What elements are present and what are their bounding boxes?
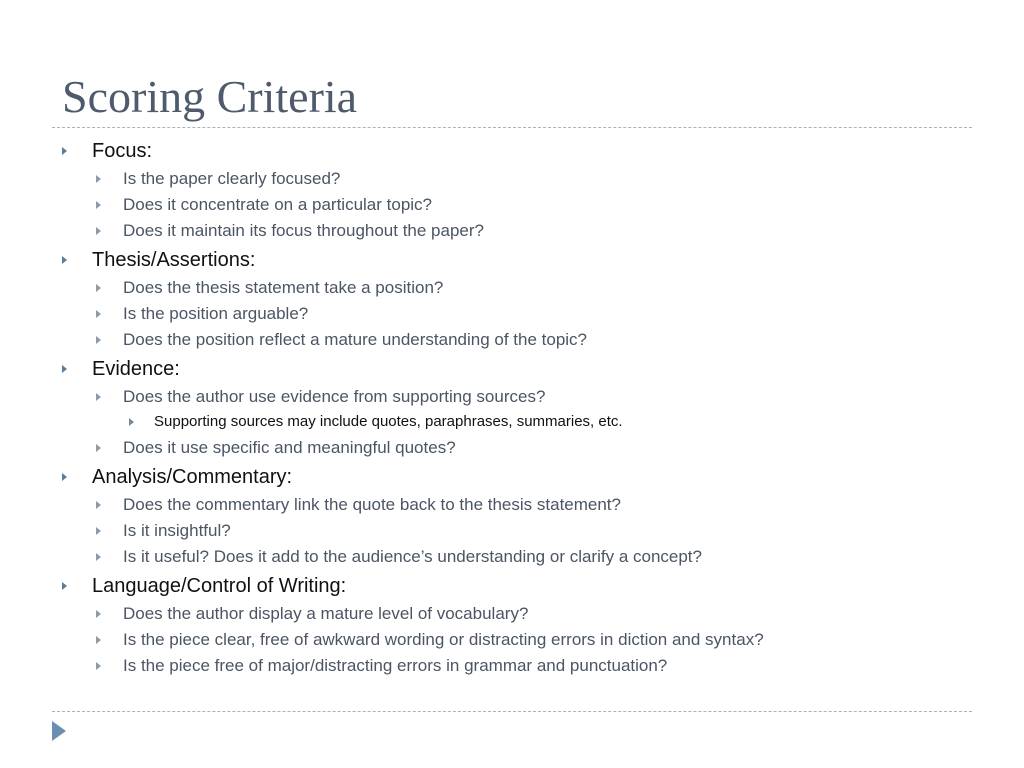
list-item [123, 520, 231, 542]
triangle-bullet-icon [96, 201, 101, 209]
triangle-bullet-icon [62, 473, 67, 481]
triangle-bullet-icon [96, 175, 101, 183]
triangle-bullet-icon [96, 662, 101, 670]
list-item-text: Is it useful? Does it add to the audience’s understanding or clarify a concept? [123, 547, 702, 566]
triangle-bullet-icon [96, 393, 101, 401]
list-item-text: Does it maintain its focus throughout the paper? [123, 221, 484, 240]
list-item [123, 329, 587, 351]
triangle-bullet-icon [62, 365, 67, 373]
triangle-bullet-icon [96, 501, 101, 509]
section-heading-analysis [92, 464, 292, 490]
triangle-bullet-icon [62, 256, 67, 264]
section-heading-thesis [92, 247, 255, 273]
section-heading-text: Thesis/Assertions: [92, 249, 256, 271]
list-item [123, 194, 432, 216]
list-item-text: Does the position reflect a mature understanding of the topic? [123, 330, 588, 349]
triangle-bullet-icon [96, 553, 101, 561]
list-item-text: Is the position arguable? [123, 304, 309, 323]
triangle-bullet-icon [96, 527, 101, 535]
triangle-bullet-icon [62, 147, 67, 155]
section-heading-evidence [92, 356, 180, 382]
triangle-bullet-icon [62, 582, 67, 590]
list-item-text: Does the author use evidence from supporting sources? [123, 387, 546, 406]
list-item-text: Does the author display a mature level of vocabulary? [123, 604, 529, 623]
section-heading-text: Language/Control of Writing: [92, 575, 347, 597]
list-item [123, 603, 528, 625]
section-heading-text: Focus: [92, 140, 153, 162]
footer-divider [52, 711, 972, 712]
triangle-bullet-icon [96, 284, 101, 292]
next-slide-arrow-icon[interactable] [52, 721, 66, 741]
list-item [123, 220, 484, 242]
list-item-text: Is the piece clear, free of awkward wording or distracting errors in diction and syntax? [123, 630, 764, 649]
list-item [123, 303, 308, 325]
triangle-bullet-icon [96, 636, 101, 644]
list-item [123, 494, 621, 516]
section-heading-text: Evidence: [92, 358, 180, 380]
list-item-text: Is the paper clearly focused? [123, 169, 341, 188]
list-item [123, 546, 702, 568]
list-item-text: Does the thesis statement take a position? [123, 278, 444, 297]
list-item-text: Does it concentrate on a particular topic? [123, 195, 433, 214]
section-heading-focus [92, 138, 152, 164]
list-item-text: Is the piece free of major/distracting errors in grammar and punctuation? [123, 656, 668, 675]
list-item [123, 386, 545, 408]
list-item [123, 629, 764, 651]
triangle-bullet-icon [96, 227, 101, 235]
list-subitem-text: Supporting sources may include quotes, paraphrases, summaries, etc. [154, 413, 623, 430]
list-item-text: Does the commentary link the quote back to the thesis statement? [123, 495, 621, 514]
title-divider [52, 127, 972, 128]
triangle-bullet-icon [129, 418, 134, 426]
triangle-bullet-icon [96, 444, 101, 452]
list-item-text: Is it insightful? [123, 521, 231, 540]
list-item [123, 277, 443, 299]
slide-title: Scoring Criteria [62, 71, 358, 122]
section-heading-text: Analysis/Commentary: [92, 466, 293, 488]
triangle-bullet-icon [96, 336, 101, 344]
list-item [123, 437, 456, 459]
list-item-text: Does it use specific and meaningful quotes? [123, 438, 456, 457]
list-item [123, 655, 667, 677]
triangle-bullet-icon [96, 610, 101, 618]
triangle-bullet-icon [96, 310, 101, 318]
section-heading-language [92, 573, 346, 599]
list-subitem [154, 412, 623, 432]
list-item [123, 168, 340, 190]
